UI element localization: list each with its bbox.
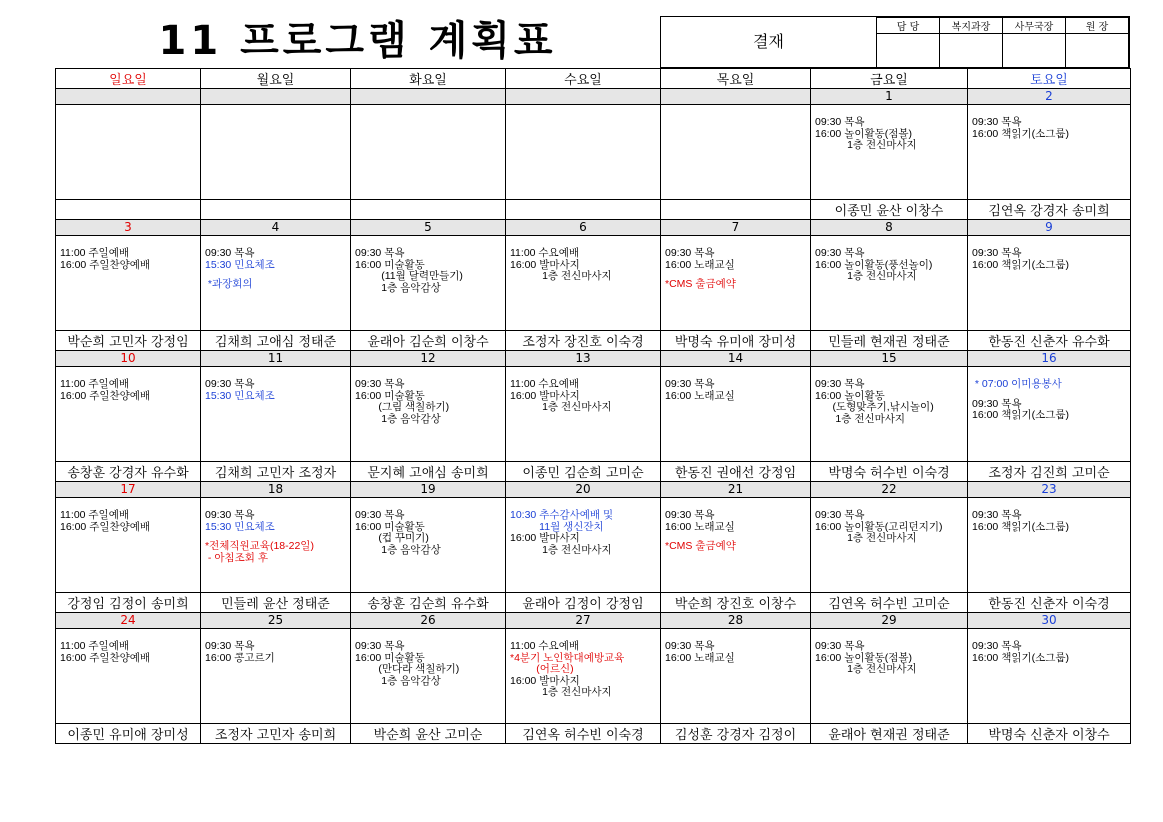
- event-line: *CMS 출금예약: [665, 278, 736, 290]
- date-number: 23: [968, 482, 1131, 498]
- day-cell[interactable]: [968, 629, 1131, 724]
- staff-row: [56, 724, 1131, 744]
- date-number: 14: [661, 351, 811, 367]
- event-line: 16:00 노래교실: [665, 258, 735, 271]
- date-row: [56, 220, 1131, 236]
- day-cell[interactable]: [506, 367, 661, 462]
- staff-names: 한동진 신춘자 이숙경: [968, 593, 1131, 613]
- events-row: [56, 629, 1131, 724]
- date-number: 6: [506, 220, 661, 236]
- event-line: 09:30 목욕: [972, 509, 1022, 521]
- date-number: 13: [506, 351, 661, 367]
- event-line: 16:00 미술활동: [355, 520, 425, 533]
- day-cell[interactable]: [351, 367, 506, 462]
- date-number: [56, 89, 201, 105]
- staff-names: 문지혜 고애심 송미희: [351, 462, 506, 482]
- event-line: 15:30 민요체조: [205, 520, 275, 533]
- date-number: 9: [968, 220, 1131, 236]
- day-cell[interactable]: [351, 105, 506, 200]
- staff-names: 박명숙 허수빈 이숙경: [811, 462, 968, 482]
- event-line: 16:00 주일찬양예배: [60, 389, 151, 402]
- event-line: 09:30 목욕: [815, 116, 865, 128]
- event-line: 1층 전신마사지: [510, 270, 612, 282]
- event-line: 11:00 주일예배: [60, 640, 129, 652]
- date-number: 5: [351, 220, 506, 236]
- date-number: [661, 89, 811, 105]
- event-line: 11:00 주일예배: [60, 509, 129, 521]
- staff-names: 윤래아 김순희 이창수: [351, 331, 506, 351]
- day-cell[interactable]: [506, 105, 661, 200]
- signature-box[interactable]: [877, 34, 940, 68]
- event-line: 16:00 미술활동: [355, 258, 425, 271]
- day-cell[interactable]: [661, 236, 811, 331]
- date-number: 20: [506, 482, 661, 498]
- staff-row: [56, 200, 1131, 220]
- date-number: 15: [811, 351, 968, 367]
- approval-role: 원 장: [1066, 18, 1129, 34]
- day-cell[interactable]: [56, 367, 201, 462]
- date-number: 22: [811, 482, 968, 498]
- date-number: 27: [506, 613, 661, 629]
- page-title: 11 프로그램 계획표: [158, 18, 557, 64]
- date-number: 25: [201, 613, 351, 629]
- staff-row: [56, 462, 1131, 482]
- event-line: 11월 생신잔치: [510, 520, 604, 533]
- date-number: 26: [351, 613, 506, 629]
- approval-box: [660, 16, 1130, 68]
- dow-monday: 월요일: [201, 69, 351, 89]
- staff-row: [56, 331, 1131, 351]
- event-line: 16:00 발마사지: [510, 389, 580, 402]
- event-line: 16:00 놀이활동(점볼): [815, 127, 913, 140]
- day-cell[interactable]: [201, 236, 351, 331]
- event-line: (만다라 색칠하기): [355, 663, 460, 675]
- day-cell[interactable]: [56, 236, 201, 331]
- date-number: 24: [56, 613, 201, 629]
- event-line: 16:00 주일찬양예배: [60, 651, 151, 664]
- event-line: 11:00 수요예배: [510, 640, 579, 652]
- event-line: 09:30 목욕: [665, 378, 715, 390]
- event-line: 09:30 목욕: [972, 640, 1022, 652]
- staff-names: 김채희 고애심 정태준: [201, 331, 351, 351]
- staff-names: 김채희 고민자 조정자: [201, 462, 351, 482]
- event-line: 16:00 책읽기(소그룹): [972, 258, 1070, 271]
- event-line: 16:00 책읽기(소그룹): [972, 127, 1070, 140]
- day-cell[interactable]: [56, 498, 201, 593]
- date-number: 8: [811, 220, 968, 236]
- event-line: 1층 전신마사지: [510, 686, 612, 698]
- dow-wednesday: 수요일: [506, 69, 661, 89]
- date-row: [56, 351, 1131, 367]
- date-row: [56, 89, 1131, 105]
- events-row: [56, 105, 1131, 200]
- event-line: 11:00 수요예배: [510, 247, 579, 259]
- event-line: 16:00 발마사지: [510, 532, 580, 544]
- date-number: 28: [661, 613, 811, 629]
- staff-names: 박순희 고민자 강정임: [56, 331, 201, 351]
- approval-role: 복지과장: [940, 18, 1003, 34]
- event-line: 1층 음악감상: [355, 412, 441, 425]
- day-cell[interactable]: [968, 105, 1131, 200]
- staff-names: 박순희 윤산 고미순: [351, 724, 506, 744]
- event-line: 16:00 노래교실: [665, 520, 735, 533]
- event-line: 1층 전신마사지: [815, 139, 917, 151]
- event-line: 1층 음악감상: [355, 281, 441, 294]
- event-line: 11:00 수요예배: [510, 378, 579, 390]
- day-cell[interactable]: [351, 498, 506, 593]
- event-line: (컵 꾸미기): [355, 532, 429, 544]
- staff-names: 한동진 신춘자 유수화: [968, 331, 1131, 351]
- event-line: (도형맞추기,낚시놀이): [815, 401, 934, 413]
- date-number: 1: [811, 89, 968, 105]
- day-cell[interactable]: [811, 367, 968, 462]
- staff-names: 송창훈 김순희 유수화: [351, 593, 506, 613]
- staff-names: [351, 200, 506, 220]
- event-line: 16:00 노래교실: [665, 651, 735, 664]
- day-cell[interactable]: [661, 629, 811, 724]
- date-number: 30: [968, 613, 1131, 629]
- event-line: *전체직원교육(18-22일): [205, 540, 314, 552]
- staff-row: [56, 593, 1131, 613]
- event-line: 09:30 목욕: [355, 247, 405, 259]
- staff-names: 이종민 윤산 이창수: [811, 200, 968, 220]
- staff-names: 윤래아 김정이 강정임: [506, 593, 661, 613]
- event-line: 1층 전신마사지: [815, 532, 917, 544]
- day-cell[interactable]: [201, 367, 351, 462]
- date-number: [506, 89, 661, 105]
- event-line: 16:00 놀이활동: [815, 389, 885, 402]
- day-of-week-header: [56, 69, 1131, 89]
- event-line: 09:30 목욕: [665, 509, 715, 521]
- staff-names: [201, 200, 351, 220]
- event-line: (11월 달력만들기): [355, 270, 463, 282]
- staff-names: 김성훈 강경자 김정이: [661, 724, 811, 744]
- staff-names: 민들레 윤산 정태준: [201, 593, 351, 613]
- date-number: 7: [661, 220, 811, 236]
- date-number: 21: [661, 482, 811, 498]
- event-line: 1층 음악감상: [355, 674, 441, 687]
- event-line: 16:00 책읽기(소그룹): [972, 409, 1070, 421]
- event-line: 09:30 목욕: [205, 640, 255, 652]
- day-cell[interactable]: [661, 367, 811, 462]
- date-number: 4: [201, 220, 351, 236]
- event-line: 16:00 발마사지: [510, 258, 580, 271]
- event-line: 16:00 놀이활동(풍선놀이): [815, 258, 933, 271]
- date-number: 18: [201, 482, 351, 498]
- event-line: 16:00 책읽기(소그룹): [972, 651, 1070, 664]
- signature-box[interactable]: [1066, 34, 1129, 68]
- event-line: 16:00 미술활동: [355, 389, 425, 402]
- date-row: [56, 482, 1131, 498]
- staff-names: 김연옥 강경자 송미희: [968, 200, 1131, 220]
- staff-names: 강정임 김정이 송미희: [56, 593, 201, 613]
- day-cell[interactable]: [56, 105, 201, 200]
- event-line: 16:00 발마사지: [510, 674, 580, 687]
- day-cell[interactable]: [811, 629, 968, 724]
- date-number: 19: [351, 482, 506, 498]
- day-cell[interactable]: [811, 236, 968, 331]
- staff-names: 이종민 유미애 장미성: [56, 724, 201, 744]
- event-line: 1층 음악감상: [355, 543, 441, 556]
- staff-names: 조정자 장진호 이숙경: [506, 331, 661, 351]
- date-number: 3: [56, 220, 201, 236]
- events-row: [56, 498, 1131, 593]
- event-line: 09:30 목욕: [205, 378, 255, 390]
- staff-names: 박순희 장진호 이창수: [661, 593, 811, 613]
- event-line: 09:30 목욕: [355, 640, 405, 652]
- event-line: *4분기 노인학대예방교육: [510, 651, 625, 664]
- staff-names: [661, 200, 811, 220]
- date-number: [351, 89, 506, 105]
- event-line: 1층 전신마사지: [815, 412, 906, 425]
- event-line: 09:30 목욕: [665, 640, 715, 652]
- date-number: 2: [968, 89, 1131, 105]
- event-line: 16:00 주일찬양예배: [60, 520, 151, 533]
- day-cell[interactable]: [351, 236, 506, 331]
- event-line: 1층 전신마사지: [815, 270, 917, 282]
- day-cell[interactable]: [968, 367, 1131, 462]
- day-cell[interactable]: [351, 629, 506, 724]
- day-cell[interactable]: [56, 629, 201, 724]
- staff-names: 김연옥 허수빈 이숙경: [506, 724, 661, 744]
- event-line: *CMS 출금예약: [665, 540, 736, 552]
- event-line: (그림 색칠하기): [355, 401, 450, 413]
- day-cell[interactable]: [506, 629, 661, 724]
- staff-names: [56, 200, 201, 220]
- event-line: 09:30 목욕: [815, 640, 865, 652]
- date-number: [201, 89, 351, 105]
- events-row: [56, 236, 1131, 331]
- staff-names: 박명숙 신춘자 이창수: [968, 724, 1131, 744]
- event-line: 11:00 주일예배: [60, 247, 129, 259]
- event-line: 16:00 책읽기(소그룹): [972, 520, 1070, 533]
- day-cell[interactable]: [811, 498, 968, 593]
- event-line: 1층 전신마사지: [510, 401, 612, 413]
- dow-saturday: 토요일: [968, 69, 1131, 89]
- event-line: 15:30 민요체조: [205, 258, 275, 271]
- staff-names: [506, 200, 661, 220]
- date-number: 16: [968, 351, 1131, 367]
- day-cell[interactable]: [811, 105, 968, 200]
- event-line: 16:00 미술활동: [355, 651, 425, 664]
- event-line: 10:30 추수감사예배 및: [510, 509, 614, 521]
- event-line: 16:00 놀이활동(점볼): [815, 651, 913, 664]
- approval-role: 담 당: [877, 18, 940, 34]
- event-line: 09:30 목욕: [972, 247, 1022, 259]
- approval-label: 결재: [753, 32, 784, 51]
- event-line: 16:00 놀이활동(고리던지기): [815, 520, 943, 533]
- day-cell[interactable]: [661, 105, 811, 200]
- event-line: 09:30 목욕: [205, 247, 255, 259]
- date-number: 11: [201, 351, 351, 367]
- staff-names: 이종민 김순희 고미순: [506, 462, 661, 482]
- date-number: 12: [351, 351, 506, 367]
- event-line: 09:30 목욕: [815, 247, 865, 259]
- event-line: *과장회의: [205, 278, 253, 290]
- event-line: 11:00 주일예배: [60, 378, 129, 390]
- staff-names: 송창훈 강경자 유수화: [56, 462, 201, 482]
- event-line: (어르신): [510, 663, 574, 675]
- dow-friday: 금요일: [811, 69, 968, 89]
- staff-names: 한동진 권애선 강정임: [661, 462, 811, 482]
- day-cell[interactable]: [968, 236, 1131, 331]
- events-row: [56, 367, 1131, 462]
- date-number: 10: [56, 351, 201, 367]
- day-cell[interactable]: [661, 498, 811, 593]
- day-cell[interactable]: [968, 498, 1131, 593]
- event-line: 16:00 노래교실: [665, 389, 735, 402]
- signature-box[interactable]: [940, 34, 1003, 68]
- event-line: 09:30 목욕: [355, 509, 405, 521]
- staff-names: 민들레 현재권 정태준: [811, 331, 968, 351]
- approval-grid: [876, 17, 1129, 68]
- approval-role: 사무국장: [1003, 18, 1066, 34]
- date-row: [56, 613, 1131, 629]
- staff-names: 김연옥 허수빈 고미순: [811, 593, 968, 613]
- event-line: 09:30 목욕: [972, 397, 1022, 410]
- dow-thursday: 목요일: [661, 69, 811, 89]
- staff-names: 조정자 김진희 고미순: [968, 462, 1131, 482]
- date-number: 29: [811, 613, 968, 629]
- event-line: 09:30 목욕: [205, 509, 255, 521]
- event-line: 15:30 민요체조: [205, 389, 275, 402]
- event-line: 09:30 목욕: [665, 247, 715, 259]
- signature-box[interactable]: [1003, 34, 1066, 68]
- event-line: 16:00 주일찬양예배: [60, 258, 151, 271]
- day-cell[interactable]: [506, 498, 661, 593]
- event-line: 09:30 목욕: [815, 509, 865, 521]
- event-line: 09:30 목욕: [355, 378, 405, 390]
- staff-names: 조정자 고민자 송미희: [201, 724, 351, 744]
- event-line: 09:30 목욕: [815, 378, 865, 390]
- event-line: 16:00 콩고르기: [205, 651, 275, 664]
- event-line: * 07:00 이미용봉사: [972, 378, 1062, 390]
- day-cell[interactable]: [201, 105, 351, 200]
- staff-names: 박명숙 유미애 장미성: [661, 331, 811, 351]
- staff-names: 윤래아 현재권 정태준: [811, 724, 968, 744]
- event-line: - 아침조회 후: [205, 551, 268, 564]
- event-line: 09:30 목욕: [972, 116, 1022, 128]
- event-line: 1층 전신마사지: [510, 543, 612, 556]
- dow-sunday: 일요일: [56, 69, 201, 89]
- dow-tuesday: 화요일: [351, 69, 506, 89]
- day-cell[interactable]: [201, 629, 351, 724]
- day-cell[interactable]: [201, 498, 351, 593]
- day-cell[interactable]: [506, 236, 661, 331]
- event-line: 1층 전신마사지: [815, 663, 917, 675]
- date-number: 17: [56, 482, 201, 498]
- calendar-table: [55, 68, 1131, 744]
